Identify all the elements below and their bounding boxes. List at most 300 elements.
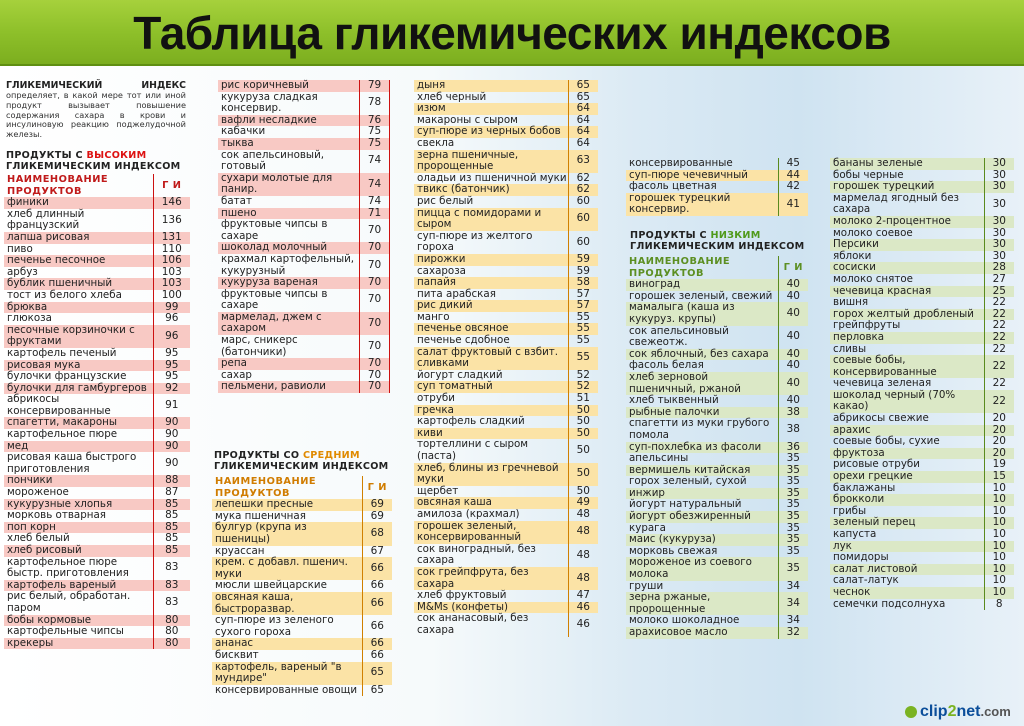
table-row: [4, 255, 190, 267]
table-row: [626, 372, 808, 395]
product-name: кукурузные хлопья: [4, 499, 153, 511]
product-name: сок апельсиновый, готовый: [221, 148, 325, 173]
product-name: зеленый перец: [830, 517, 984, 529]
table-row: [4, 290, 190, 302]
gi-value: 10: [984, 587, 1014, 599]
gi-value: 35: [778, 557, 808, 580]
gi-value: 8: [984, 599, 1014, 611]
table-row: [414, 231, 598, 254]
gi-value: 65: [362, 662, 392, 685]
product-name: зерна пшеничные, пророщенные: [414, 150, 568, 173]
product-name: круассан: [215, 544, 265, 557]
gi-value: 35: [778, 499, 808, 511]
product-name: Персики: [830, 239, 984, 251]
col-name-header: НАИМЕНОВАНИЕ ПРОДУКТОВ: [7, 174, 109, 197]
product-name: мороженое: [7, 486, 69, 499]
table-row: [218, 80, 390, 92]
gi-value: 100: [153, 290, 190, 302]
product-name: молоко 2-процентное: [830, 216, 984, 228]
table-row: [414, 254, 598, 266]
gi-value: 55: [568, 347, 598, 370]
gi-value: 10: [984, 506, 1014, 518]
gi-value: 48: [568, 567, 598, 590]
col-name-header: НАИМЕНОВАНИЕ ПРОДУКТОВ: [215, 476, 317, 499]
product-name: фасоль белая: [629, 359, 704, 372]
gi-value: 88: [153, 475, 190, 487]
gi-value: 22: [984, 320, 1014, 332]
gi-value: 95: [153, 348, 190, 360]
product-name: соевые бобы, консервированные: [830, 355, 984, 378]
product-name: марс, сникерс (батончики): [221, 334, 298, 358]
gi-value: 50: [568, 486, 598, 498]
product-name: салат листовой: [830, 564, 984, 576]
product-name: макароны с сыром: [417, 113, 518, 126]
intro-text: определяет, в какой мере тот или иной продукт вызывает повышение содержания сахара в крови и инсулиновую реакцию поджелудочной железы.: [6, 90, 186, 140]
gi-value: 58: [568, 277, 598, 289]
gi-value: 78: [360, 92, 390, 115]
gi-value: 66: [362, 557, 392, 580]
product-name: рис дикий: [414, 300, 568, 312]
medium-gi-list: [212, 476, 392, 696]
product-name: M&Ms (конфеты): [414, 602, 568, 614]
gi-value: 75: [360, 126, 390, 138]
high-gi-table-b: [218, 80, 390, 393]
table-row: [414, 138, 598, 150]
gi-value: 80: [153, 615, 190, 627]
product-name: картофель, вареный "в мундире": [212, 662, 362, 685]
product-name: груши: [629, 579, 664, 592]
product-name: шоколад молочный: [218, 242, 360, 254]
product-name: суп томатный: [414, 381, 568, 393]
product-name: сухари молотые для панир.: [218, 173, 360, 196]
table-row: [626, 627, 808, 639]
gi-value: 32: [778, 627, 808, 639]
table-row: [626, 557, 808, 580]
gi-value: 30: [984, 193, 1014, 216]
gi-value: 35: [778, 465, 808, 477]
product-name: киви: [414, 428, 568, 440]
product-name: суп-пюре чечевичный: [626, 170, 778, 182]
gi-value: 85: [153, 510, 190, 522]
table-row: [830, 193, 1014, 216]
product-name: бобы черные: [833, 168, 904, 181]
medium-gi-table-b: [414, 80, 598, 637]
product-name: йогурт сладкий: [417, 368, 503, 381]
gi-value: 64: [568, 103, 598, 115]
table-row: [830, 587, 1014, 599]
gi-value: 50: [568, 428, 598, 440]
product-name: инжир: [626, 488, 778, 500]
gi-value: 30: [984, 158, 1014, 170]
product-name: финики: [4, 197, 153, 209]
table-row: [218, 289, 390, 312]
gi-value: 95: [153, 371, 190, 383]
product-name: вишня: [833, 296, 869, 309]
table-row: [218, 173, 390, 196]
gi-value: 44: [778, 170, 808, 182]
product-name: твикс (батончик): [414, 184, 568, 196]
product-name: картофельное пюре: [7, 428, 118, 441]
table-row: [830, 297, 1014, 309]
product-name: горох зеленый, сухой: [629, 475, 747, 488]
product-name: хлеб фруктовый: [417, 589, 507, 602]
gi-value: 60: [568, 208, 598, 231]
gi-value: 50: [568, 439, 598, 462]
gi-value: 22: [984, 297, 1014, 309]
product-name: шоколад черный (70% какао): [830, 390, 984, 413]
table-row: [4, 638, 190, 650]
product-name: хлеб тыквенный: [629, 394, 719, 407]
table-row: [414, 277, 598, 289]
col-gi-header: Г И: [362, 476, 392, 499]
product-name: рис белый, обработан. паром: [7, 590, 131, 614]
product-name: пиво: [7, 242, 33, 255]
logo-text: 2: [947, 703, 957, 720]
gi-value: 50: [568, 463, 598, 486]
product-name: хлеб черный: [417, 90, 487, 103]
medium-gi-table-c: [626, 158, 808, 216]
table-row: [218, 92, 390, 115]
product-name: спагетти из муки грубого помола: [629, 417, 770, 441]
gi-value: 38: [778, 418, 808, 441]
gi-value: 46: [568, 602, 598, 614]
product-name: овсяная каша: [414, 497, 568, 509]
gi-value: 57: [568, 289, 598, 301]
product-name: булочки для гамбургеров: [4, 383, 153, 395]
gi-value: 96: [153, 325, 190, 348]
table-row: [4, 325, 190, 348]
product-name: мамалыга (каша из кукуруз. крупы): [626, 302, 778, 325]
product-name: горошек турецкий консервир.: [626, 193, 778, 216]
product-name: морковь отварная: [7, 509, 106, 522]
product-name: поп корн: [4, 522, 153, 534]
logo-mark-icon: [905, 706, 917, 718]
product-name: мука пшеничная: [215, 509, 306, 522]
gi-value: 85: [153, 499, 190, 511]
medium-gi-table-a: [212, 476, 392, 696]
product-name: лапша рисовая: [4, 232, 153, 244]
product-name: щербет: [417, 484, 459, 497]
gi-value: 91: [153, 394, 190, 417]
gi-value: 48: [568, 544, 598, 567]
gi-value: 51: [568, 393, 598, 405]
gi-value: 22: [984, 332, 1014, 344]
product-name: амилоза (крахмал): [417, 507, 520, 520]
logo-text: clip: [920, 703, 948, 720]
gi-value: 85: [153, 533, 190, 545]
product-name: рисовые отруби: [833, 458, 920, 471]
product-name: грейпфруты: [833, 319, 901, 332]
gi-value: 69: [362, 511, 392, 523]
product-name: арбуз: [7, 265, 38, 278]
gi-value: 30: [984, 216, 1014, 228]
table-row: [218, 138, 390, 150]
gi-value: 42: [778, 181, 808, 193]
gi-value: 85: [153, 545, 190, 557]
gi-value: 106: [153, 255, 190, 267]
table-row: [4, 452, 190, 475]
product-name: яблоки: [833, 249, 872, 262]
gi-value: 60: [568, 231, 598, 254]
gi-value: 49: [568, 497, 598, 509]
product-name: пицца с помидорами и сыром: [414, 208, 568, 231]
gi-value: 69: [362, 499, 392, 511]
product-name: консервированные: [629, 157, 733, 169]
product-name: кукуруза вареная: [218, 277, 360, 289]
product-name: мед: [4, 441, 153, 453]
table-header: [212, 476, 392, 499]
gi-value: 70: [360, 254, 390, 277]
gi-value: 70: [360, 289, 390, 312]
low-gi-list-continued: [830, 158, 1014, 610]
heading-text: ГЛИКЕМИЧЕСКИМ ИНДЕКСОМ: [630, 241, 805, 252]
product-name: тост из белого хлеба: [7, 288, 122, 301]
gi-value: 70: [360, 370, 390, 382]
gi-value: 40: [778, 349, 808, 361]
product-name: бобы кормовые: [4, 615, 153, 627]
gi-value: 36: [778, 442, 808, 454]
product-name: пшено: [218, 208, 360, 220]
product-name: пирожки: [414, 254, 568, 266]
product-name: йогурт обезжиренный: [626, 511, 778, 523]
product-name: хлеб белый: [7, 532, 70, 545]
gi-value: 66: [362, 580, 392, 592]
product-name: свекла: [417, 136, 455, 149]
product-name: горошек зеленый, консервированный: [414, 521, 568, 544]
product-name: сок ананасовый, без сахара: [417, 612, 529, 636]
table-row: [4, 394, 190, 417]
product-name: репа: [218, 358, 360, 370]
gi-value: 80: [153, 638, 190, 650]
gi-value: 38: [778, 407, 808, 419]
gi-value: 30: [984, 170, 1014, 182]
gi-value: 22: [984, 390, 1014, 413]
intro-block: [6, 80, 186, 140]
product-name: рисовая каша быстрого приготовления: [7, 451, 137, 475]
product-name: картофель печеный: [7, 346, 117, 359]
gi-value: 22: [984, 378, 1014, 390]
gi-value: 90: [153, 441, 190, 453]
heading-text: ПРОДУКТЫ С: [6, 150, 83, 161]
gi-value: 40: [778, 395, 808, 407]
gi-value: 92: [153, 383, 190, 395]
product-name: спагетти, макароны: [4, 417, 153, 429]
table-row: [414, 613, 598, 636]
gi-value: 34: [778, 615, 808, 627]
gi-value: 10: [984, 529, 1014, 541]
product-name: морковь свежая: [629, 544, 718, 557]
product-name: сок яблочный, без сахара: [626, 349, 778, 361]
product-name: брокколи: [830, 494, 984, 506]
table-row: [4, 232, 190, 244]
gi-value: 63: [568, 150, 598, 173]
table-row: [830, 274, 1014, 286]
gi-value: 10: [984, 575, 1014, 587]
product-name: овсяная каша, быстроразвар.: [212, 592, 362, 615]
table-row: [830, 529, 1014, 541]
low-gi-list: [626, 256, 808, 639]
product-name: оладьи из пшеничной муки: [417, 171, 567, 184]
product-name: фруктовые чипсы в сахаре: [221, 218, 328, 242]
gi-value: 20: [984, 425, 1014, 437]
gi-value: 40: [778, 291, 808, 303]
product-name: суп-пюре из желтого гороха: [417, 229, 533, 254]
gi-value: 10: [984, 483, 1014, 495]
product-name: сахар: [221, 368, 252, 381]
gi-value: 74: [360, 150, 390, 173]
medium-gi-heading: [214, 450, 394, 472]
gi-value: 65: [362, 685, 392, 697]
gi-value: 19: [984, 459, 1014, 471]
gi-value: 50: [568, 416, 598, 428]
table-row: [626, 193, 808, 216]
table-row: [212, 592, 392, 615]
gi-value: 25: [984, 286, 1014, 298]
product-name: картофель сладкий: [417, 415, 525, 428]
product-name: крем. с добавл. пшенич. муки: [212, 557, 362, 580]
gi-value: 40: [778, 360, 808, 372]
gi-value: 83: [153, 591, 190, 614]
table-row: [414, 590, 598, 602]
gi-value: 70: [360, 358, 390, 370]
product-name: сок апельсиновый свежеотж.: [629, 324, 729, 349]
table-row: [830, 216, 1014, 228]
product-name: вафли несладкие: [218, 115, 360, 127]
product-name: сок виноградный, без сахара: [417, 542, 536, 567]
gi-value: 52: [568, 370, 598, 382]
low-gi-heading: [630, 230, 810, 252]
gi-value: 66: [362, 638, 392, 650]
gi-value: 90: [153, 429, 190, 441]
gi-value: 10: [984, 541, 1014, 553]
product-name: печенье овсяное: [414, 323, 568, 335]
product-name: баклажаны: [833, 481, 896, 494]
product-name: перловка: [830, 332, 984, 344]
table-row: [4, 545, 190, 557]
product-name: лук: [830, 541, 984, 553]
gi-value: 99: [153, 302, 190, 314]
gi-value: 70: [360, 335, 390, 358]
gi-value: 35: [778, 453, 808, 465]
gi-value: 55: [568, 323, 598, 335]
product-name: пончики: [4, 475, 153, 487]
product-name: сосиски: [830, 262, 984, 274]
gi-value: 146: [153, 197, 190, 209]
gi-value: 64: [568, 138, 598, 150]
product-name: чеснок: [830, 587, 984, 599]
table-row: [4, 429, 190, 441]
table-row: [218, 150, 390, 173]
product-name: чечевица зеленая: [833, 377, 932, 390]
product-name: батат: [221, 194, 252, 207]
product-name: вермишель китайская: [626, 465, 778, 477]
table-row: [218, 277, 390, 289]
gi-value: 22: [984, 355, 1014, 378]
table-row: [830, 239, 1014, 251]
gi-value: 55: [568, 335, 598, 347]
clip2net-logo: [905, 703, 1011, 721]
product-name: бананы зеленые: [830, 158, 984, 170]
gi-value: 30: [984, 181, 1014, 193]
product-name: рисовая мука: [4, 360, 153, 372]
gi-value: 62: [568, 173, 598, 185]
heading-highlight: НИЗКИМ: [710, 230, 761, 241]
gi-value: 90: [153, 452, 190, 475]
product-name: виноград: [626, 279, 778, 291]
gi-value: 70: [360, 277, 390, 289]
page-title: Таблица гликемических индексов: [133, 7, 891, 59]
product-name: мюсли швейцарские: [215, 579, 327, 592]
product-name: ананас: [212, 638, 362, 650]
table-row: [218, 381, 390, 393]
gi-value: 48: [568, 509, 598, 521]
gi-value: 20: [984, 448, 1014, 460]
product-name: молоко соевое: [833, 226, 913, 239]
gi-value: 68: [362, 522, 392, 545]
gi-value: 65: [568, 80, 598, 92]
product-name: горох желтый дробленый: [830, 309, 984, 321]
product-name: булгур (крупа из пшеницы): [212, 522, 362, 545]
gi-value: 90: [153, 417, 190, 429]
gi-value: 30: [984, 239, 1014, 251]
product-name: бублик пшеничный: [4, 278, 153, 290]
table-row: [4, 371, 190, 383]
medium-gi-list-end: [626, 158, 808, 216]
table-row: [830, 332, 1014, 344]
gi-value: 79: [360, 80, 390, 92]
product-name: папайя: [414, 277, 568, 289]
table-row: [830, 390, 1014, 413]
gi-value: 131: [153, 232, 190, 244]
table-row: [212, 615, 392, 638]
gi-value: 87: [153, 487, 190, 499]
gi-value: 28: [984, 262, 1014, 274]
product-name: картофельные чипсы: [7, 625, 124, 638]
product-name: булочки французские: [7, 370, 127, 383]
heading-text: ПРОДУКТЫ С: [630, 230, 707, 241]
logo-text: net: [956, 703, 981, 720]
gi-value: 10: [984, 494, 1014, 506]
gi-value: 85: [153, 522, 190, 534]
product-name: крекеры: [4, 638, 153, 650]
gi-value: 103: [153, 278, 190, 290]
table-row: [626, 592, 808, 615]
product-name: капуста: [833, 528, 877, 540]
logo-text: .com: [980, 704, 1011, 719]
product-name: соевые бобы, сухие: [833, 435, 940, 448]
gi-value: 76: [360, 115, 390, 127]
gi-value: 57: [568, 300, 598, 312]
table-row: [626, 511, 808, 523]
gi-value: 110: [153, 244, 190, 256]
table-row: [4, 591, 190, 614]
gi-value: 46: [568, 613, 598, 636]
gi-value: 70: [360, 242, 390, 254]
product-name: гречка: [414, 405, 568, 417]
table-header: [626, 256, 808, 279]
gi-value: 75: [360, 138, 390, 150]
product-name: горошек турецкий: [830, 181, 984, 193]
gi-value: 45: [778, 158, 808, 170]
gi-value: 59: [568, 266, 598, 278]
col-name-header: НАИМЕНОВАНИЕ ПРОДУКТОВ: [629, 256, 731, 279]
table-row: [626, 158, 808, 170]
product-name: сливы: [833, 342, 867, 355]
table-row: [414, 196, 598, 208]
gi-value: 83: [153, 580, 190, 592]
product-name: суп-пюре из черных бобов: [414, 126, 568, 138]
gi-value: 40: [778, 372, 808, 395]
